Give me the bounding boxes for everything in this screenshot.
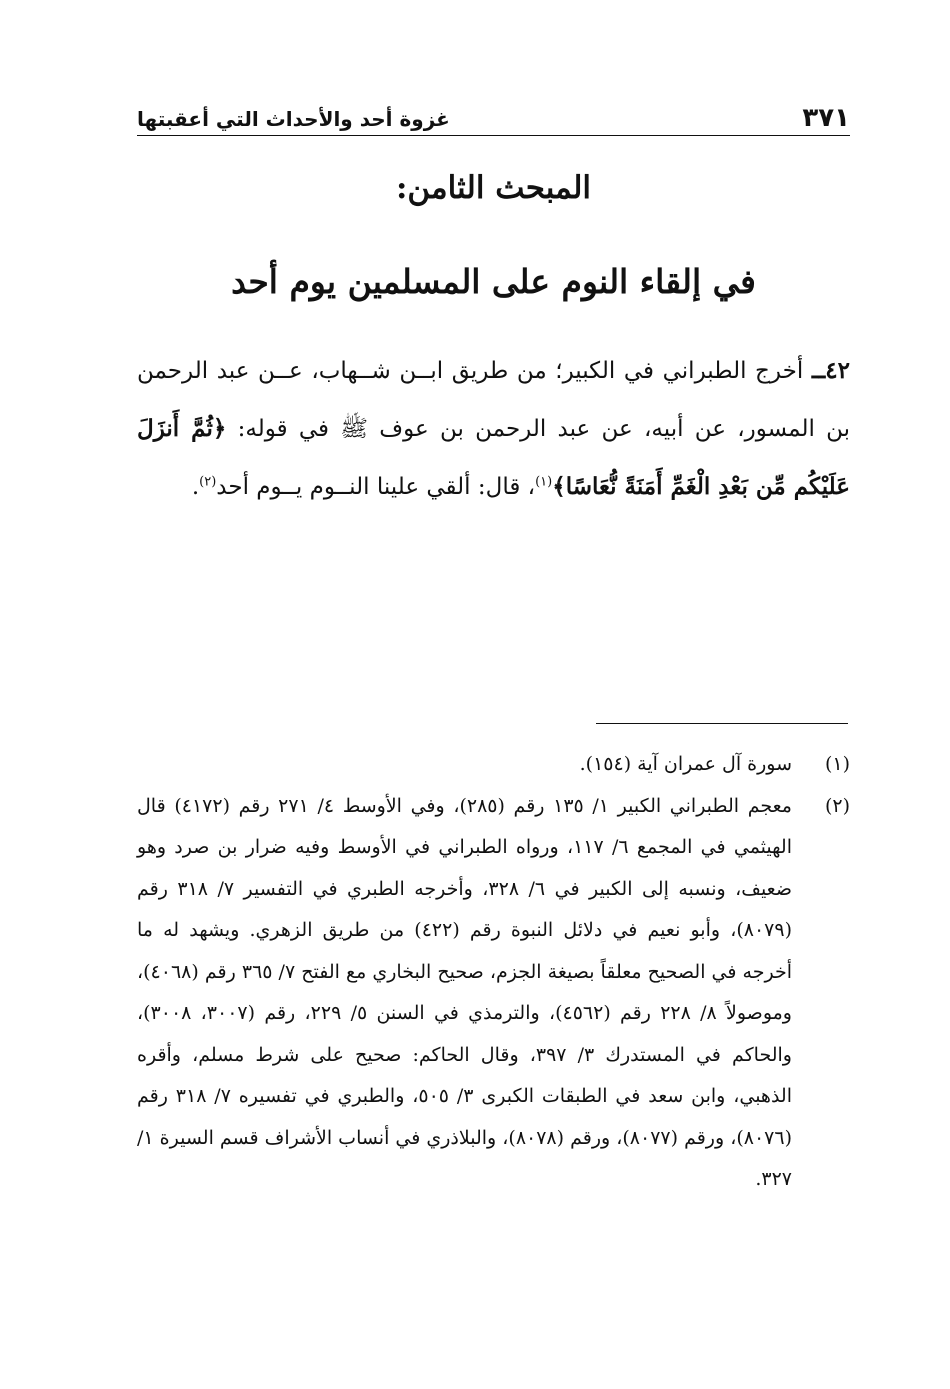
running-title: غزوة أحد والأحداث التي أعقبتها <box>137 107 450 131</box>
section-title: في إلقاء النوم على المسلمين يوم أحد <box>231 262 756 301</box>
page-number: ٣٧١ <box>802 103 850 133</box>
footnote-separator <box>596 723 848 724</box>
page-header <box>137 100 850 136</box>
hadith-number: ٤٢ــ <box>811 357 851 384</box>
quran-verse: ﴿ثُمَّ أَنزَلَ عَلَيْكُم مِّن بَعْدِ الْغَمِّ أَمَنَةً نُّعَاسًا﴾ <box>137 415 850 500</box>
footnote-item <box>137 744 850 786</box>
hadith-text-end: . <box>191 474 200 500</box>
footnote-number: (١) <box>824 753 850 775</box>
hadith-text-middle: ، قال: ألقي علينا النــوم يــوم أحد <box>216 474 536 500</box>
footnotes <box>137 744 850 1201</box>
footnote-ref-1: (١) <box>535 474 553 490</box>
footnote-number: (٢) <box>824 794 850 817</box>
hadith-paragraph <box>137 342 850 516</box>
footnote-text: سورة آل عمران آية (١٥٤). <box>579 753 792 775</box>
footnote-text: معجم الطبراني الكبير ١/ ١٣٥ رقم (٢٨٥)، وفي الأوسط ٤/ ٢٧١ رقم (٤١٧٢) قال الهيثمي في المجمع ٦/ ١١٧، ورواه الطبراني في الأوسط وفيه ضرار بن صرد وهو ضعيف، ونسبه إلى الكبير في ٦/ ٣٢٨، وأخرجه الطبري في التفسير ٧/ ٣١٨ رقم (٨٠٧٩)، وأبو نعيم في دلائل النبوة رقم (٤٢٢) من طريق الزهري. ويشهد له ما أخرجه في الصحيح معلقاً بصيغة الجزم، صحيح البخاري مع الفتح ٧/ ٣٦٥ رقم (٤٠٦٨)، وموصولاً ٨/ ٢٢٨ رقم (٤٥٦٢)، والترمذي في السنن ٥/ ٢٢٩، رقم (٣٠٠٧، ٣٠٠٨)، والحاكم في المستدرك ٣/ ٣٩٧، وقال الحاكم: صحيح على شرط مسلم، وأقره الذهبي، وابن سعد في الطبقات الكبرى ٣/ ٥٠٥، والطبري في تفسيره ٧/ ٣١٨ رقم (٨٠٧٦)، ورقم (٨٠٧٧)، ورقم (٨٠٧٨)، والبلاذري في أنساب الأشراف قسم السيرة ١/ ٣٢٧. <box>137 794 792 1190</box>
section-label: المبحث الثامن: <box>395 170 592 206</box>
footnote-ref-2: (٢) <box>199 474 217 490</box>
hadith-text-before: أخرج الطبراني في الكبير؛ من طريق ابــن شــهاب، عــن عبد الرحمن بن المسور، عن أبيه، عن عبد الرحمن بن عوف ﷺ في قوله: <box>137 358 851 442</box>
footnote-item <box>137 786 850 1201</box>
